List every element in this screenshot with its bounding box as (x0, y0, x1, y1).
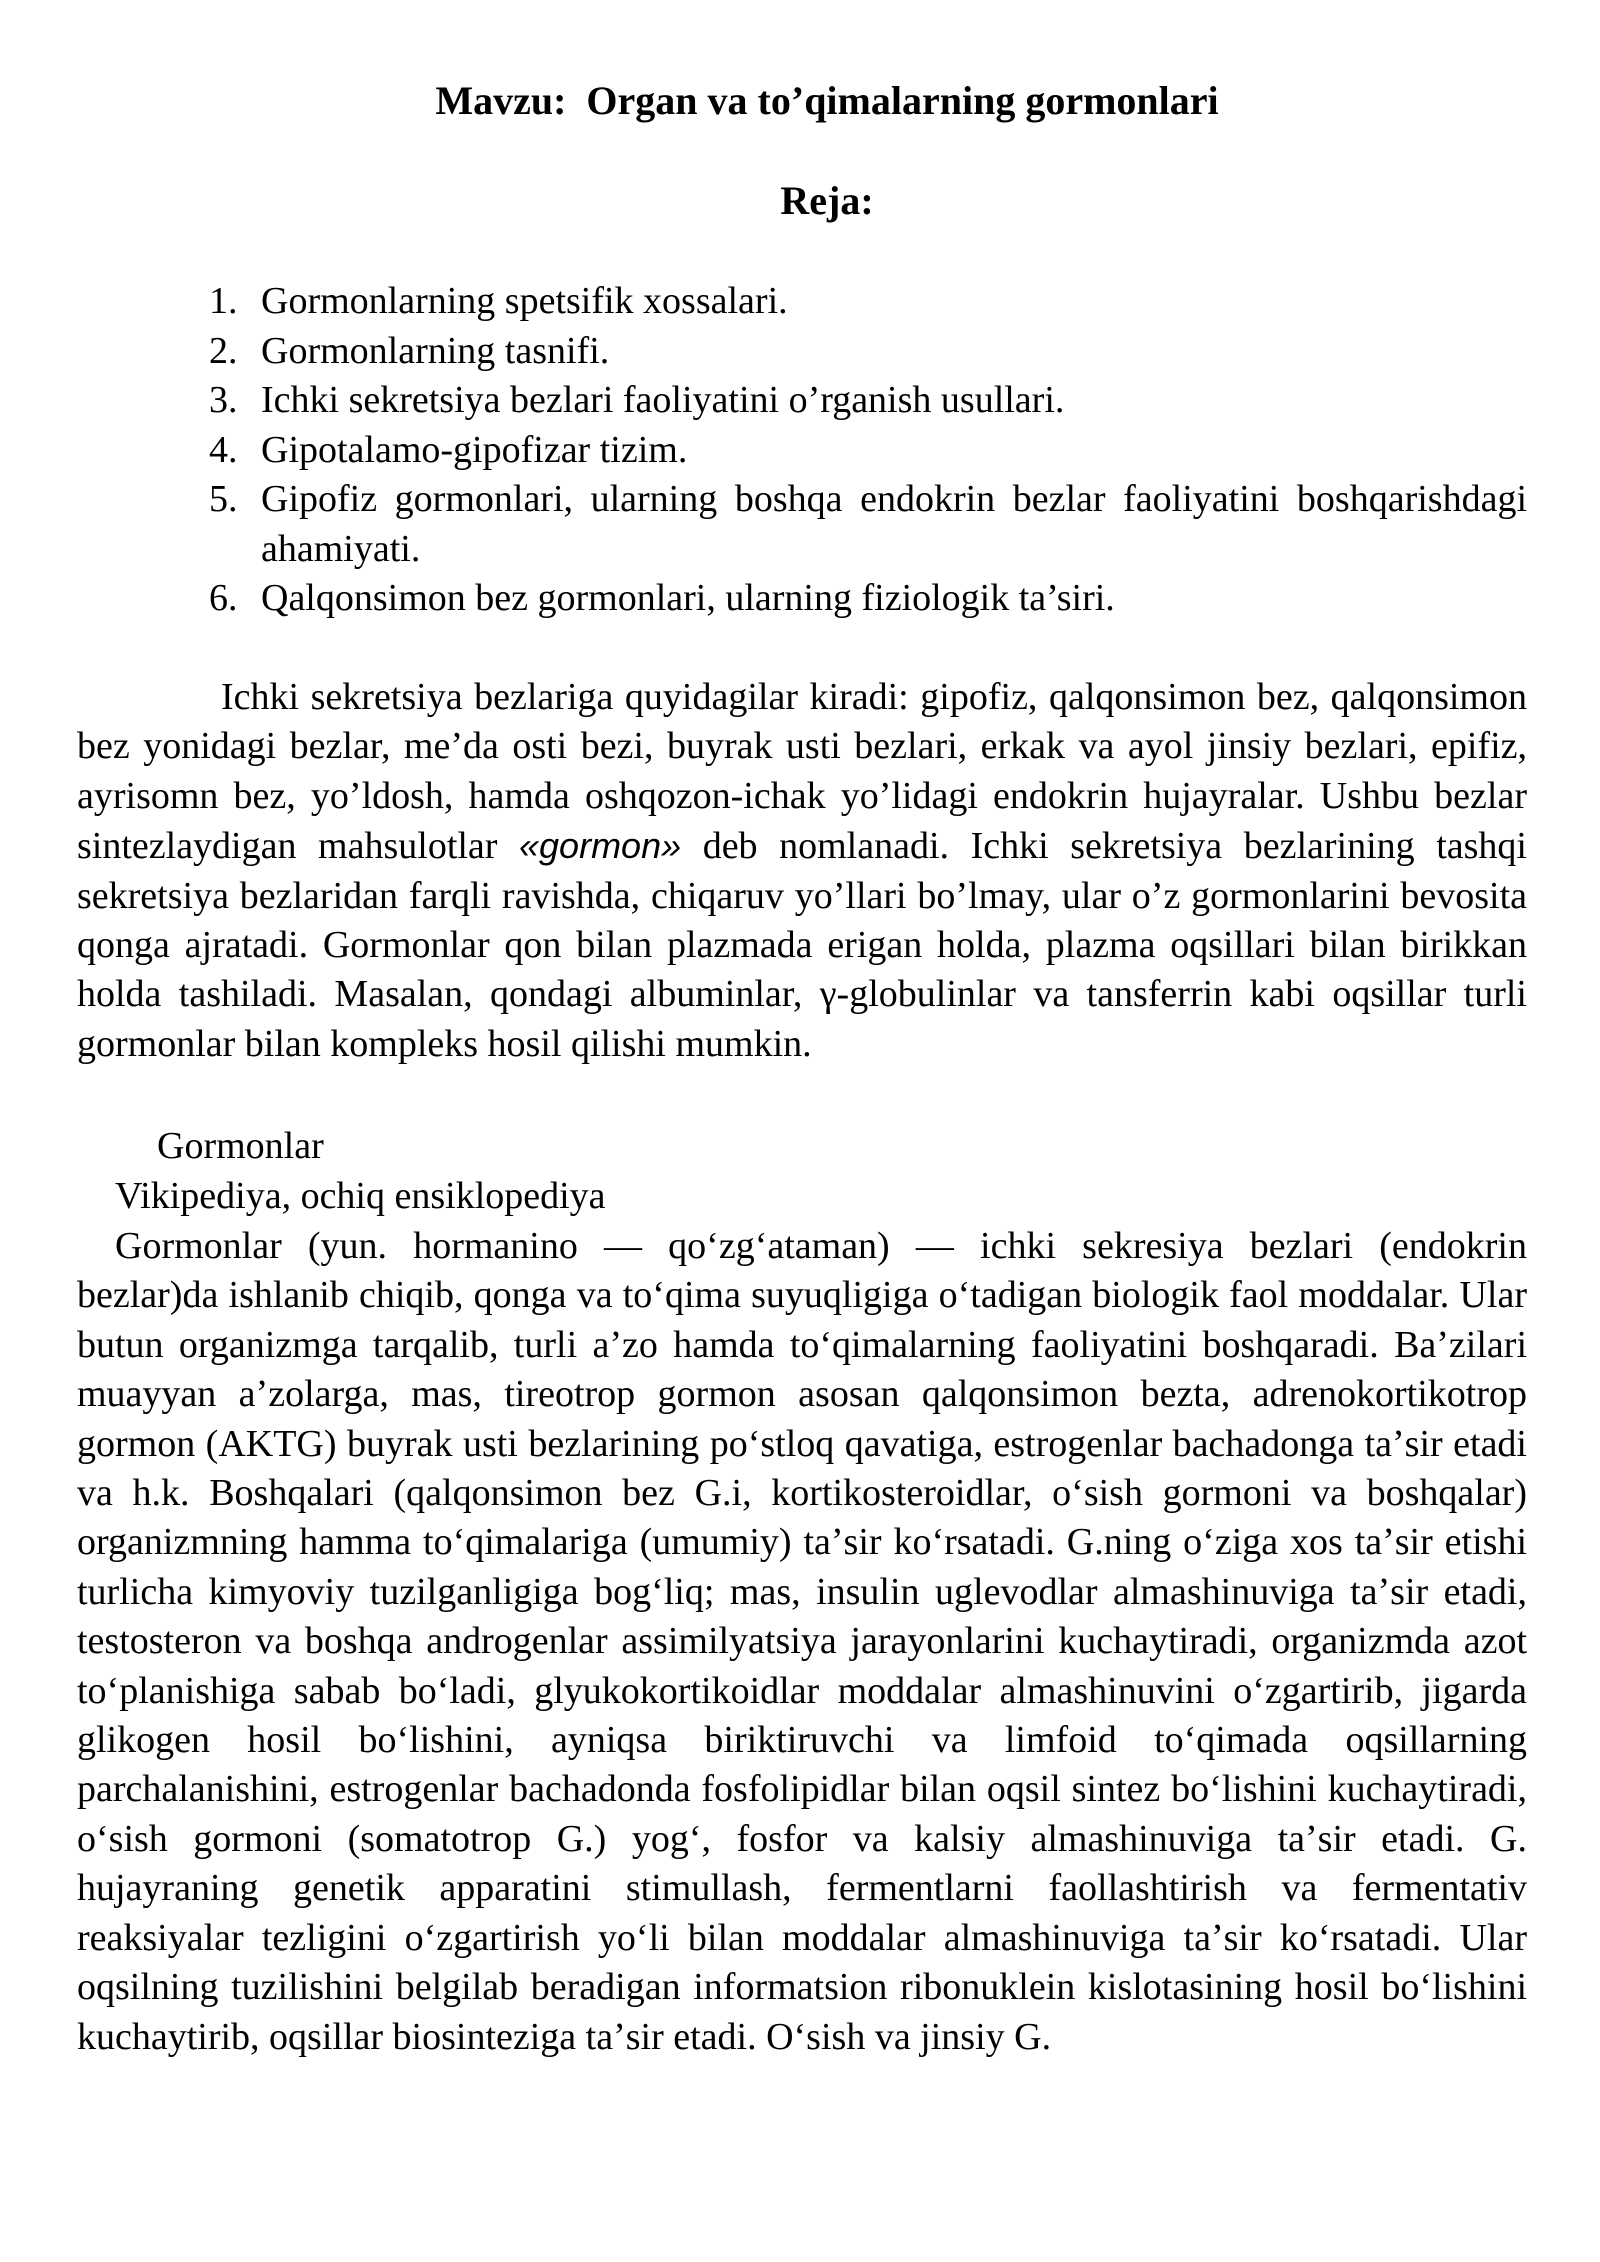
plan-item-text: Gormonlarning spetsifik xossalari. (261, 280, 788, 322)
gormon-term: «gormon» (519, 825, 682, 867)
plan-item-text: Qalqonsimon bez gormonlari, ularning fiziologik ta’siri. (261, 577, 1115, 619)
plan-item (209, 475, 1527, 574)
plan-item-text: Ichki sekretsiya bezlari faoliyatini o’rganish usullari. (261, 379, 1065, 421)
plan-item (209, 574, 1527, 624)
document-title: Mavzu: Organ va to’qimalarning gormonlari (435, 78, 1219, 123)
plan-item-text: Gipofiz gormonlari, ularning boshqa endokrin bezlar faoliyatini boshqarishdagi ahamiyati. (261, 478, 1527, 570)
plan-item-text: Gipotalamo-gipofizar tizim. (261, 428, 688, 471)
intro-text-end: deb nomlanadi. Ichki sekretsiya bezlarining tashqi sekretsiya bezlaridan farqli ravishda, chiqaruv yo’llari bo’lmay, ular o’z gormonlarini bevosita qonga ajratadi. Gormonlar qon bilan plazmada erigan holda, plazma oqsillari bilan birikkan holda tashiladi. Masalan, qondagi albuminlar, γ-globulinlar va tansferrin kabi oqsillar turli gormonlar bilan kompleks hosil qilishi mumkin. (77, 825, 1527, 1065)
plan-item-number: 4. (209, 428, 238, 471)
plan-item-number: 3. (209, 379, 238, 421)
plan-item-number: 6. (209, 577, 238, 619)
gormonlar-heading: Gormonlar (157, 1125, 324, 1167)
plan-item-number: 5. (209, 478, 238, 520)
plan-item-number: 1. (209, 280, 238, 322)
plan-item (209, 376, 1527, 426)
intro-text-start: Ichki sekretsiya bezlariga quyidagilar kiradi: gipofiz, qalqonsimon bez, qalqonsimon bez yonidagi bezlar, me’da osti bezi, buyrak usti bezlari, erkak va ayol jinsiy bezlari, epifiz, ayrisomn bez, yo’ldosh, hamda oshqozon-ichak yo’lidagi endokrin hujayralar. Ushbu bezlar sintezlaydigan mahsulotlar (77, 676, 1527, 868)
plan-item-text: Gormonlarning tasnifi. (261, 329, 610, 372)
plan-item (209, 426, 1527, 476)
plan-item (209, 277, 1527, 327)
plan-item-number: 2. (209, 329, 238, 372)
plan-heading: Reja: (780, 178, 874, 223)
source-line: Vikipediya, ochiq ensiklopediya (115, 1175, 606, 1217)
plan-item (209, 327, 1527, 377)
definition-paragraph: Gormonlar (yun. hormanino — qoʻzgʻataman) — ichki sekresiya bezlari (endokrin bezlar)da ishlanib chiqib, qonga va toʻqima suyuqligiga oʻtadigan biologik faol moddalar. Ular butun organizmga tarqalib, turli aʼzo hamda toʻqimalarning faoliyatini boshqaradi. Baʼzilari muayyan aʼzolarga, mas, tireotrop gormon asosan qalqonsimon bezta, adrenokortikotrop gormon (AKTG) buyrak usti bezlarining poʻstloq qavatiga, estrogenlar bachadonga taʼsir etadi va h.k. Boshqalari (qalqonsimon bez G.i, kortikosteroidlar, oʻsish gormoni va boshqalar) organizmning hamma toʻqimalariga (umumiy) taʼsir koʻrsatadi. G.ning oʻziga xos taʼsir etishi turlicha kimyoviy tuzilganligiga bogʻliq; mas, insulin uglevodlar almashinuviga taʼsir etadi, testosteron va boshqa androgenlar assimilyatsiya jarayonlarini kuchaytiradi, organizmda azot toʻplanishiga sabab boʻladi, glyukokortikoidlar moddalar almashinuvini oʻzgartirib, jigarda glikogen hosil boʻlishini, ayniqsa biriktiruvchi va limfoid toʻqimada oqsillarning parchalanishini, estrogenlar bachadonda fosfolipidlar bilan oqsil sintez boʻlishini kuchaytiradi, oʻsish gormoni (somatotrop G.) yogʻ, fosfor va kalsiy almashinuviga taʼsir etadi. G. hujayraning genetik apparatini stimullash, fermentlarni faollashtirish va fermentativ reaksiyalar tezligini oʻzgartirish yoʻli bilan moddalar almashinuviga taʼsir koʻrsatadi. Ular oqsilning tuzilishini belgilab beradigan informatsion ribonuklein kislotasining hosil boʻlishini kuchaytirib, oqsillar biosinteziga taʼsir etadi. Oʻsish va jinsiy G. (77, 1225, 1527, 2058)
intro-paragraph (77, 673, 1527, 1069)
plan-list (209, 277, 1527, 624)
